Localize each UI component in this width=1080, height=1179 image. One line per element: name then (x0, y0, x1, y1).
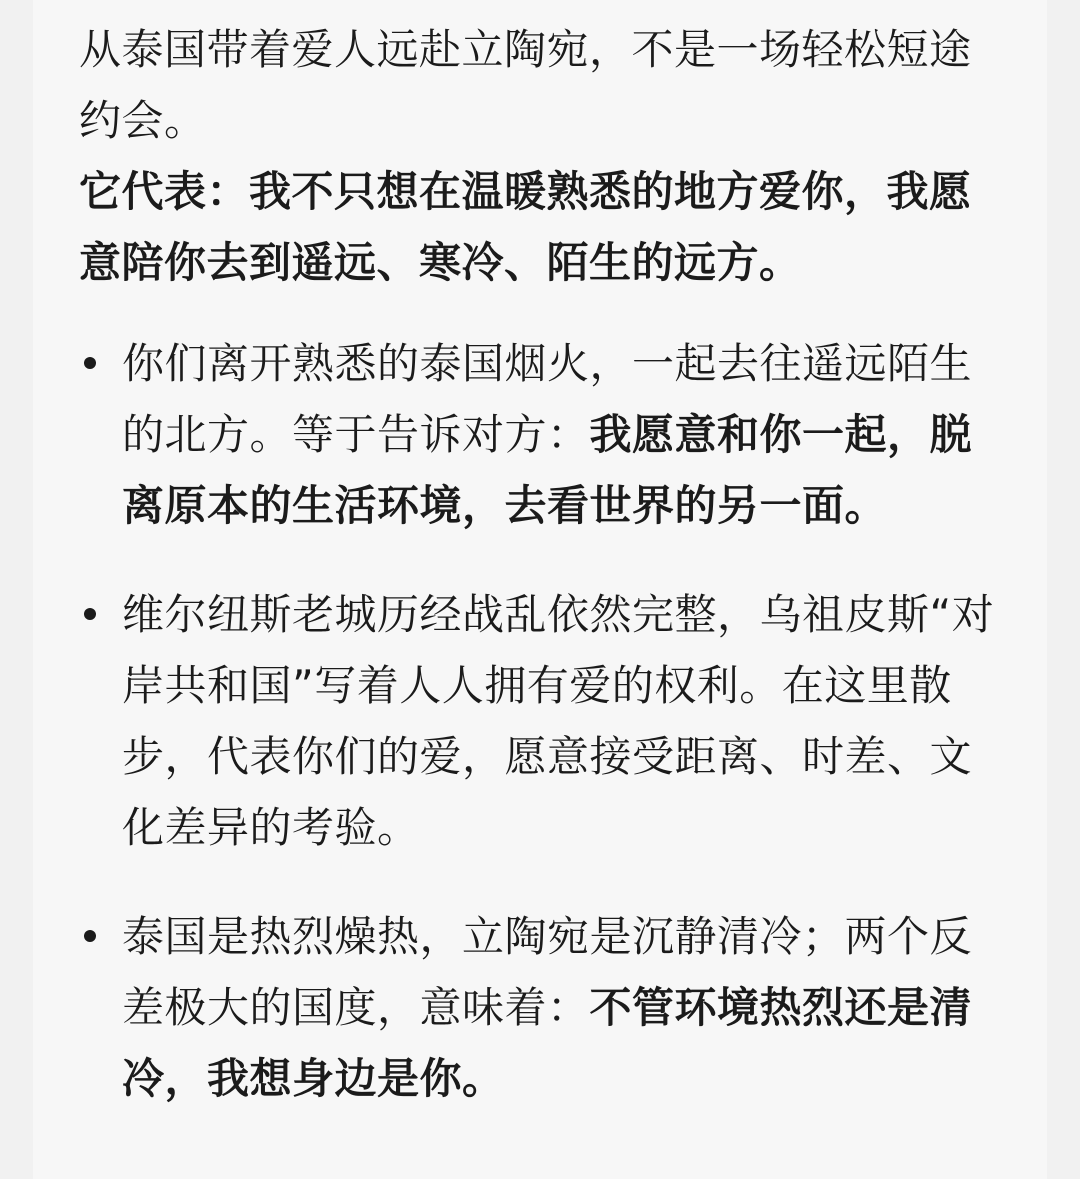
bullet-icon (84, 608, 96, 620)
list-item-text: 泰国是热烈燥热，立陶宛是沉静清冷；两个反差极大的国度，意味着： (122, 912, 973, 1032)
list-item (79, 901, 1009, 1114)
list-item-bold-text: 我愿意和你一起，脱离原本的生活环境，去看世界的另一面。 (122, 410, 973, 530)
intro-paragraph: 从泰国带着爱人远赴立陶宛，不是一场轻松短途约会。 (79, 25, 972, 145)
list-item (79, 579, 1009, 863)
article-content (79, 14, 1009, 1152)
text-card (33, 0, 1047, 1179)
bullet-icon (84, 357, 96, 369)
list-item-text: 你们离开熟悉的泰国烟火，一起去往遥远陌生的北方。等于告诉对方： (122, 339, 973, 459)
bullet-icon (84, 930, 96, 942)
list-item (79, 328, 1009, 541)
bullet-list (79, 328, 1009, 1114)
list-item-bold-text: 不管环境热烈还是清冷，我想身边是你。 (122, 983, 973, 1103)
intro-bold-statement: 它代表：我不只想在温暖熟悉的地方爱你，我愿意陪你去到遥远、寒冷、陌生的远方。 (79, 167, 972, 287)
list-item-text: 维尔纽斯老城历经战乱依然完整，乌祖皮斯“对岸共和国”写着人人拥有爱的权利。在这里散步，代表你们的爱，愿意接受距离、时差、文化差异的考验。 (122, 590, 995, 852)
